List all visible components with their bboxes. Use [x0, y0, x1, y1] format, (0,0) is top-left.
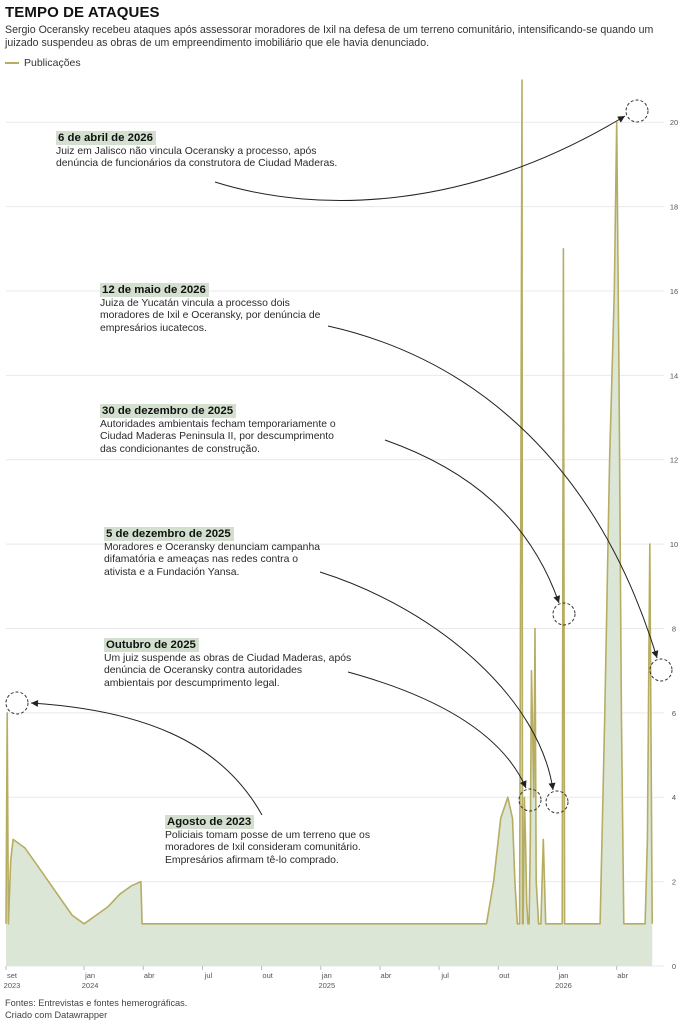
annotation	[104, 638, 351, 690]
x-tick-year: 2023	[3, 981, 21, 990]
annotation-text: difamatória e ameaças nas redes contra o	[104, 554, 299, 566]
x-tick-year: 2025	[318, 981, 336, 990]
annotation-date: Outubro de 2025	[104, 638, 199, 652]
x-tick-label: jul	[204, 971, 213, 980]
annotation	[165, 815, 370, 867]
annotation-text: denúncia de Oceransky contra autoridades	[104, 665, 303, 677]
x-tick-label: jan	[321, 971, 332, 980]
annotation-text: moradores de Ixil e Oceransky, por denúncia de	[100, 310, 321, 322]
annotation-date: 5 de dezembro de 2025	[104, 527, 234, 541]
y-tick-label: 10	[669, 540, 679, 550]
annotation-text: Juiz em Jalisco não vincula Oceransky a processo, após	[56, 145, 317, 157]
annotation	[56, 131, 337, 171]
annotation-date: 12 de maio de 2026	[100, 283, 209, 297]
annotation-date: 30 de dezembro de 2025	[100, 404, 236, 418]
annotation-date: 6 de abril de 2026	[56, 131, 156, 145]
x-tick-label: jan	[85, 971, 96, 980]
x-tick-year: 2024	[81, 981, 99, 990]
arrow-head	[617, 116, 625, 123]
y-tick-label: 14	[669, 371, 679, 381]
footer-sources: Fontes: Entrevistas e fontes hemerográficas.	[5, 998, 188, 1008]
annotation-text: ativista e a Fundación Yansa.	[104, 566, 240, 578]
arrow-head	[31, 700, 38, 707]
x-tick-label: set	[6, 971, 18, 980]
annotation-text: ambientais por descumprimento legal.	[104, 677, 280, 689]
annotation-text: Ciudad Maderas Peninsula II, por descumprimento	[100, 431, 334, 443]
annotation-text: Um juiz suspende as obras de Ciudad Maderas, após	[104, 652, 352, 664]
annotation-arrow	[320, 572, 553, 790]
annotation-arrow	[348, 672, 526, 788]
x-tick-label: out	[262, 971, 273, 980]
chart-title: TEMPO DE ATAQUES	[5, 4, 160, 21]
arrow-head	[553, 595, 560, 603]
x-tick-year: 2026	[555, 981, 572, 990]
y-tick-label: 20	[669, 118, 679, 128]
x-tick-label: jul	[441, 971, 449, 980]
y-tick-label: 0	[671, 962, 677, 971]
annotation-date: Agosto de 2023	[165, 815, 254, 829]
x-tick-label: abr	[143, 971, 155, 980]
y-tick-label: 2	[671, 877, 677, 887]
annotation-arrow	[31, 703, 262, 815]
x-tick-label: jan	[558, 971, 569, 980]
y-tick-label: 4	[671, 793, 677, 803]
annotation-arrows	[6, 100, 672, 815]
y-tick-label: 16	[669, 286, 679, 296]
annotation-text: Empresários afirmam tê-lo comprado.	[165, 854, 339, 866]
x-tick-label: abr	[617, 971, 629, 980]
annotation-arrow	[385, 440, 559, 603]
y-tick-label: 6	[671, 708, 677, 718]
y-tick-label: 12	[669, 455, 679, 465]
annotation-text: denúncia de funcionários da construtora de Ciudad Maderas.	[56, 158, 338, 170]
annotation-text: Moradores e Oceransky denunciam campanha	[104, 541, 321, 553]
legend-label: Publicações	[24, 57, 81, 69]
y-tick-label: 8	[671, 624, 677, 634]
y-tick-label: 18	[669, 202, 679, 212]
annotation	[104, 527, 320, 579]
x-tick-label: abr	[380, 971, 392, 980]
annotation	[100, 283, 320, 335]
annotation-text: empresários iucatecos.	[100, 322, 207, 334]
y-axis	[670, 118, 678, 971]
annotation-text: Juiza de Yucatán vincula a processo dois	[100, 297, 290, 309]
highlight-circle	[6, 692, 28, 714]
annotation-text: das condicionantes de construção.	[100, 443, 261, 455]
footer-credit: Criado com Datawrapper	[5, 1010, 108, 1020]
highlight-circle	[626, 100, 648, 122]
highlight-circle	[650, 659, 672, 681]
annotation-text: Policiais tomam posse de um terreno que os	[165, 829, 371, 841]
annotation-text: Autoridades ambientais fecham temporariamente o	[100, 418, 336, 430]
x-tick-label: out	[499, 971, 510, 980]
footer	[5, 997, 187, 1021]
arrow-head	[549, 783, 556, 790]
annotation	[100, 404, 336, 456]
chart-subtitle: Sergio Oceransky recebeu ataques após assessorar moradores de Ixil na defesa de um terreno comunitário, intensificando-se quando um juizado suspendeu as obras de um empreendimento imobiliário que ele havia denunciado.	[5, 24, 654, 49]
arrow-head	[652, 650, 659, 658]
annotation-text: moradores de Ixil consideram comunitário.	[165, 842, 361, 854]
x-axis	[4, 966, 629, 990]
